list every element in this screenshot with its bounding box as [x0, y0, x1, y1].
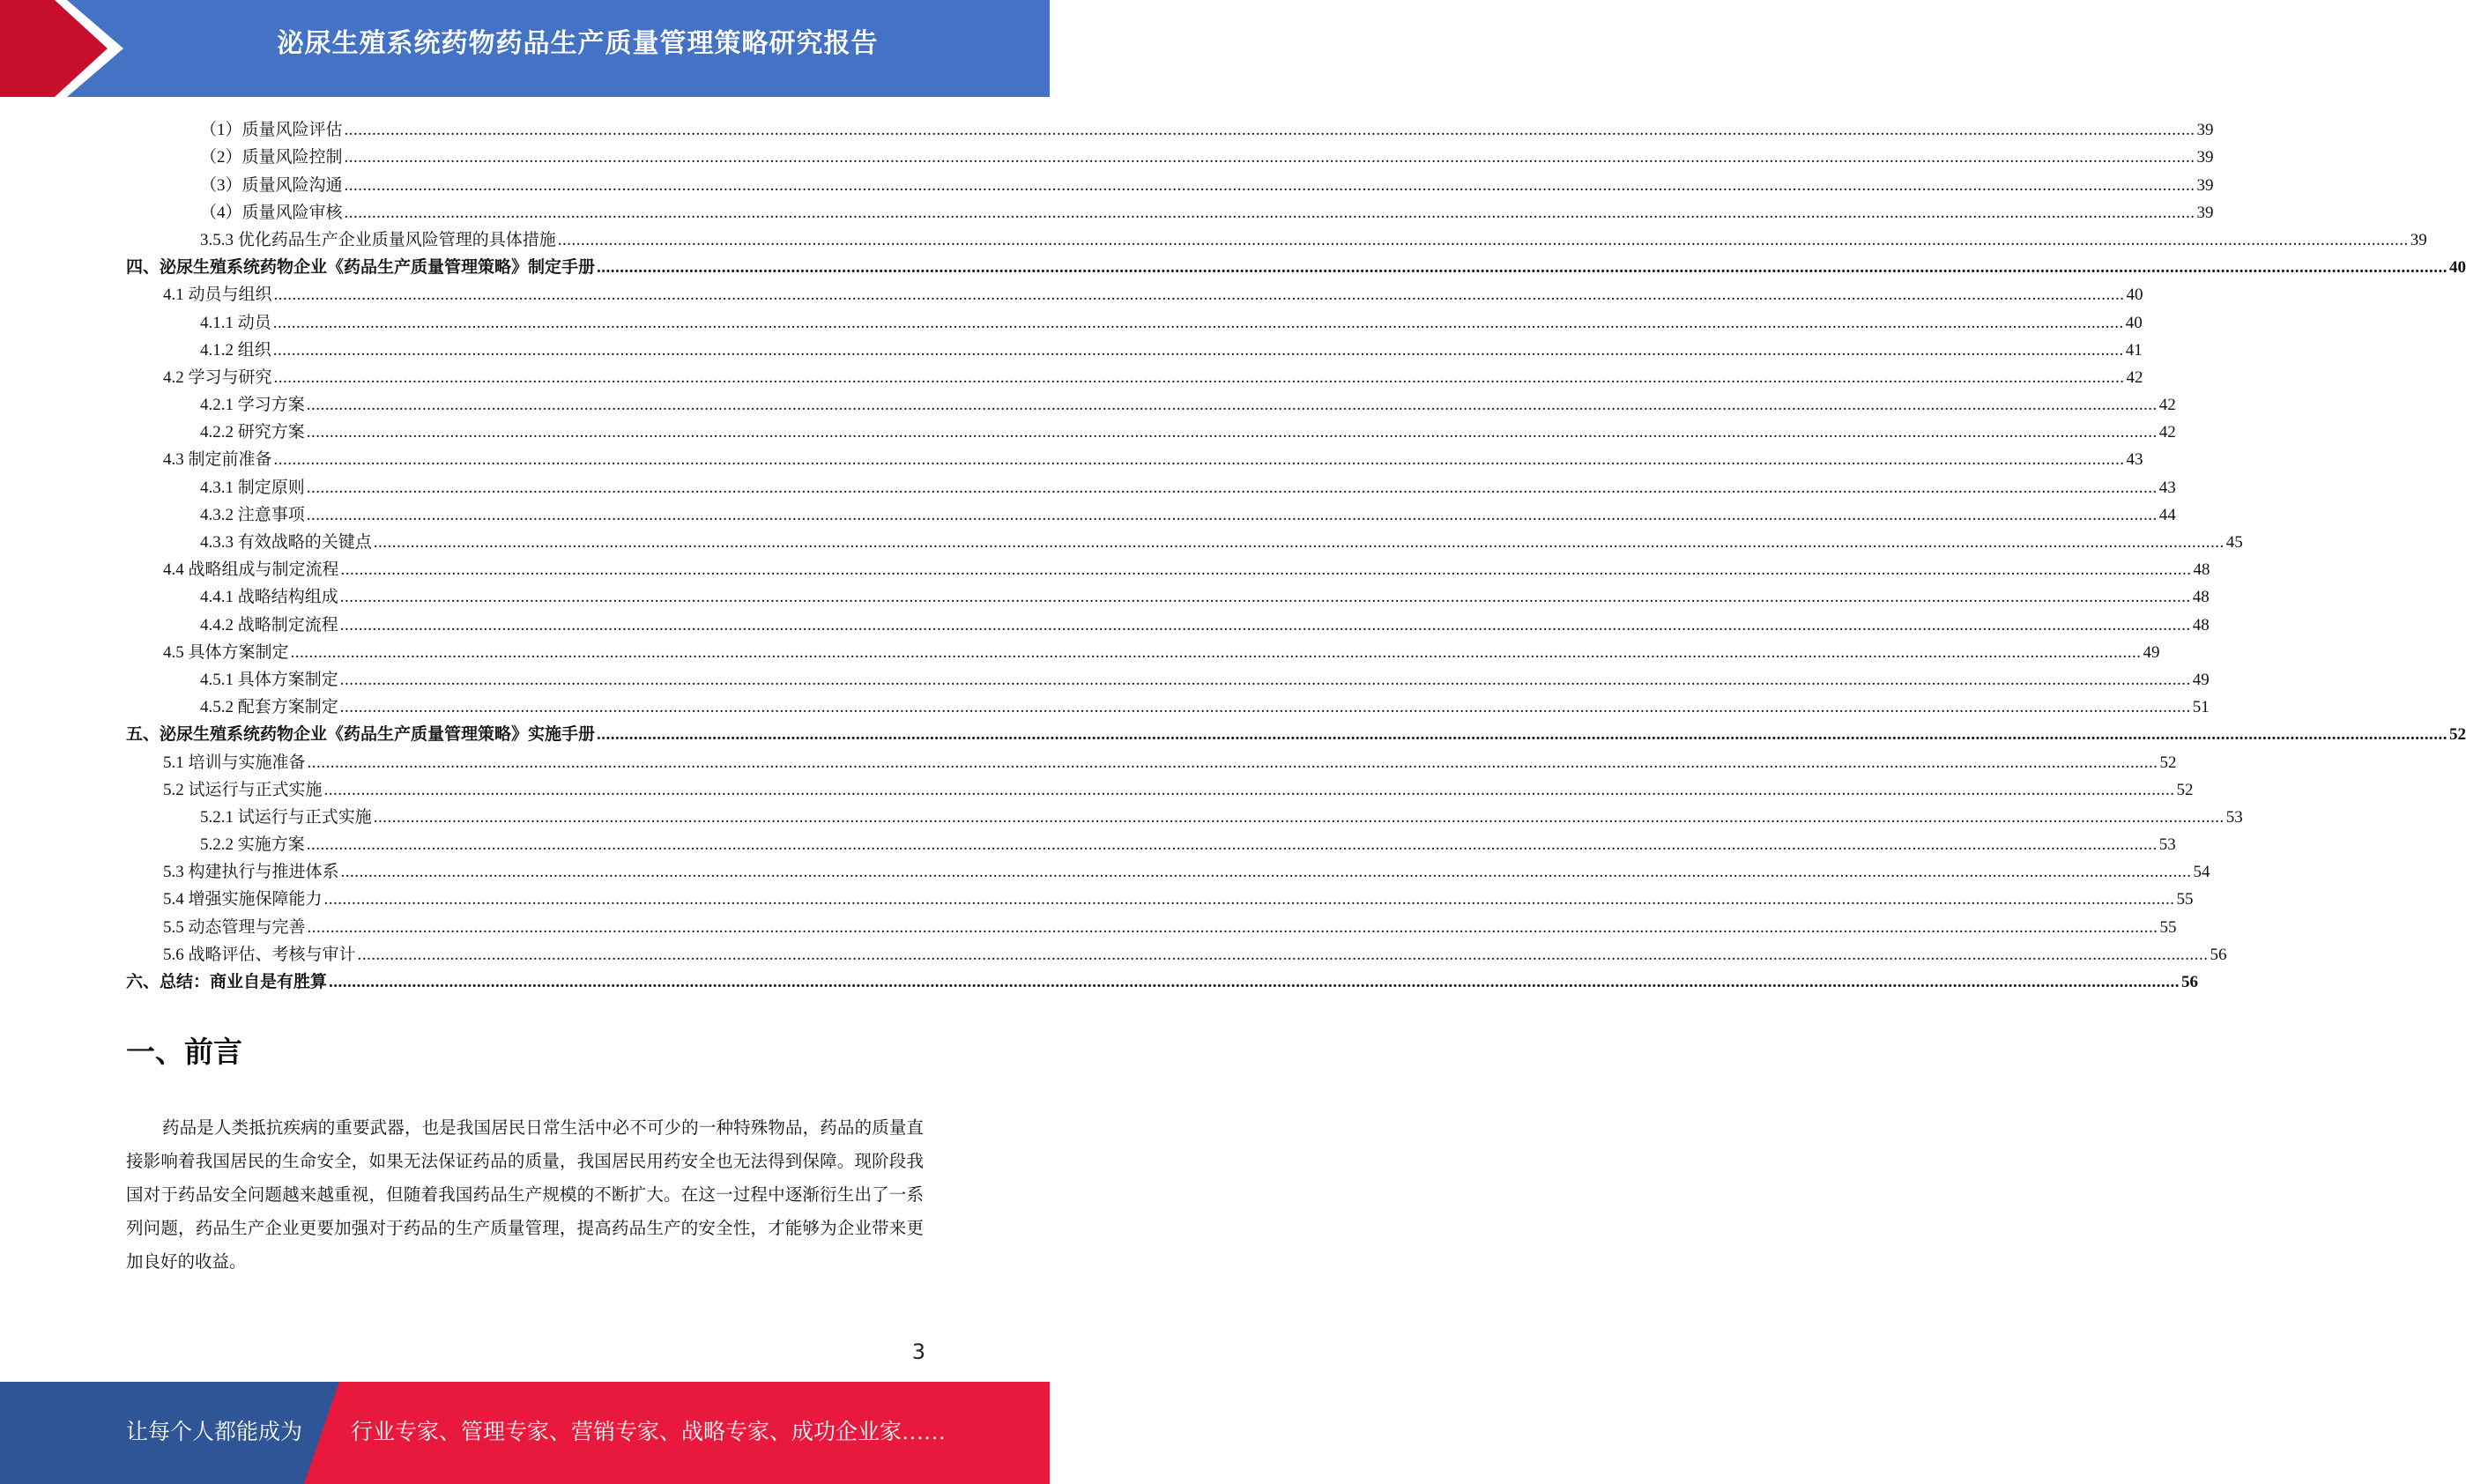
toc-leader-dots: ................................................................................................................................................................................................................................................................................................................................................................................................................: [306, 423, 2158, 442]
toc-entry-title: 4.4.1 战略结构组成: [200, 588, 338, 607]
toc-entry-title: （3）质量风险沟通: [200, 175, 343, 195]
toc-entry-title: 4.3.2 注意事项: [200, 505, 305, 524]
toc-entry-page: 42: [2126, 367, 2143, 387]
toc-leader-dots: ................................................................................................................................................................................................................................................................................................................................................................................................................: [273, 286, 2125, 305]
toc-entry-page: 55: [2176, 890, 2194, 909]
toc-leader-dots: ................................................................................................................................................................................................................................................................................................................................................................................................................: [307, 753, 2158, 772]
toc-entry-title: 5.3 构建执行与推进体系: [163, 863, 339, 882]
toc-leader-dots: ................................................................................................................................................................................................................................................................................................................................................................................................................: [323, 780, 2175, 799]
toc-entry-title: 4.1 动员与组织: [163, 286, 272, 305]
toc-entry-page: 42: [2158, 396, 2176, 415]
toc-leader-dots: ................................................................................................................................................................................................................................................................................................................................................................................................................: [373, 807, 2225, 827]
toc-leader-dots: ................................................................................................................................................................................................................................................................................................................................................................................................................: [272, 340, 2124, 360]
toc-entry-title: 4.3.1 制定原则: [200, 478, 305, 497]
toc-entry[interactable]: [126, 196, 2214, 223]
toc-entry[interactable]: [126, 415, 2176, 442]
toc-entry-page: 52: [2176, 780, 2194, 799]
toc-entry-page: 52: [2449, 725, 2466, 745]
footer-slogan-left: 让每个人都能成为: [126, 1421, 303, 1444]
toc-leader-dots: ................................................................................................................................................................................................................................................................................................................................................................................................................: [357, 945, 2209, 964]
toc-entry-page: 53: [2158, 835, 2176, 855]
toc-entry-page: 39: [2196, 148, 2214, 167]
toc-entry-page: 49: [2192, 670, 2210, 689]
toc-leader-dots: ................................................................................................................................................................................................................................................................................................................................................................................................................: [340, 863, 2192, 882]
toc-entry-page: 53: [2225, 807, 2243, 827]
toc-leader-dots: ................................................................................................................................................................................................................................................................................................................................................................................................................: [344, 203, 2195, 222]
toc-entry-page: 52: [2159, 753, 2177, 772]
toc-entry-title: 5.2 试运行与正式实施: [163, 780, 323, 799]
toc-entry-page: 49: [2143, 642, 2160, 662]
toc-entry[interactable]: [126, 909, 2177, 937]
toc-leader-dots: ................................................................................................................................................................................................................................................................................................................................................................................................................: [340, 560, 2192, 580]
toc-entry[interactable]: [126, 580, 2210, 607]
toc-entry[interactable]: [126, 498, 2176, 525]
toc-leader-dots: ................................................................................................................................................................................................................................................................................................................................................................................................................: [344, 175, 2195, 195]
toc-entry-page: 44: [2158, 505, 2176, 524]
toc-entry-title: 3.5.3 优化药品生产企业质量风险管理的具体措施: [200, 230, 556, 249]
toc-entry-title: 4.1.2 组织: [200, 340, 271, 360]
toc-entry-title: 4.4 战略组成与制定流程: [163, 560, 339, 580]
toc-leader-dots: ................................................................................................................................................................................................................................................................................................................................................................................................................: [306, 396, 2158, 415]
toc-leader-dots: ................................................................................................................................................................................................................................................................................................................................................................................................................: [339, 588, 2191, 607]
toc-entry-title: 5.2.1 试运行与正式实施: [200, 807, 372, 827]
toc-entry-title: 五、泌尿生殖系统药物企业《药品生产质量管理策略》实施手册: [126, 725, 596, 745]
toc-entry[interactable]: [126, 223, 2427, 250]
toc-entry-page: 43: [2126, 450, 2143, 470]
toc-entry[interactable]: [126, 140, 2214, 167]
toc-entry-title: 4.2.1 学习方案: [200, 396, 305, 415]
toc-entry-page: 48: [2192, 615, 2210, 634]
toc-entry[interactable]: [126, 717, 2466, 745]
toc-entry[interactable]: [126, 525, 2243, 553]
toc-entry-title: 5.6 战略评估、考核与审计: [163, 945, 356, 964]
section-body-paragraph: 药品是人类抵抗疾病的重要武器，也是我国居民日常生活中必不可少的一种特殊物品，药品的质量直接影响着我国居民的生命安全，如果无法保证药品的质量，我国居民用药安全也无法得到保障。现阶段我国对于药品安全问题越来越重视，但随着我国药品生产规模的不断扩大。在这一过程中逐渐衍生出了一系列问题，药品生产企业更要加强对于药品的生产质量管理，提高药品生产的安全性，才能够为企业带来更加良好的收益。: [126, 1119, 924, 1272]
toc-entry-page: 56: [2210, 945, 2227, 964]
toc-leader-dots: ................................................................................................................................................................................................................................................................................................................................................................................................................: [597, 725, 2448, 745]
toc-entry[interactable]: [126, 882, 2194, 909]
toc-entry-page: 40: [2126, 286, 2143, 305]
toc-entry[interactable]: [126, 333, 2143, 360]
toc-leader-dots: ................................................................................................................................................................................................................................................................................................................................................................................................................: [339, 615, 2191, 634]
toc-leader-dots: ................................................................................................................................................................................................................................................................................................................................................................................................................: [339, 698, 2191, 717]
toc-entry[interactable]: [126, 965, 2199, 992]
toc-leader-dots: ................................................................................................................................................................................................................................................................................................................................................................................................................: [373, 533, 2225, 552]
toc-entry-page: 45: [2225, 533, 2243, 552]
toc-leader-dots: ................................................................................................................................................................................................................................................................................................................................................................................................................: [344, 121, 2195, 140]
toc-leader-dots: ................................................................................................................................................................................................................................................................................................................................................................................................................: [272, 313, 2124, 332]
page-footer: [0, 1382, 1050, 1484]
toc-entry-page: 48: [2193, 560, 2210, 580]
toc-entry-title: 4.3.3 有效战略的关键点: [200, 533, 372, 552]
toc-entry-page: 41: [2125, 340, 2143, 360]
page-header: [0, 0, 1050, 97]
toc-entry[interactable]: [126, 442, 2143, 470]
toc-entry-page: 43: [2158, 478, 2176, 497]
toc-leader-dots: ................................................................................................................................................................................................................................................................................................................................................................................................................: [307, 917, 2158, 937]
toc-entry[interactable]: [126, 745, 2177, 772]
toc-entry[interactable]: [126, 113, 2214, 140]
toc-leader-dots: ................................................................................................................................................................................................................................................................................................................................................................................................................: [339, 670, 2191, 689]
toc-entry-title: 5.4 增强实施保障能力: [163, 890, 323, 909]
toc-entry-title: （4）质量风险审核: [200, 203, 343, 222]
toc-entry-title: 4.5 具体方案制定: [163, 642, 289, 662]
toc-entry-title: 六、总结：商业自是有胜算: [126, 973, 328, 991]
toc-entry[interactable]: [126, 250, 2466, 278]
toc-leader-dots: ................................................................................................................................................................................................................................................................................................................................................................................................................: [273, 450, 2125, 470]
toc-leader-dots: ................................................................................................................................................................................................................................................................................................................................................................................................................: [597, 258, 2448, 278]
toc-entry-page: 39: [2196, 175, 2214, 195]
toc-leader-dots: ................................................................................................................................................................................................................................................................................................................................................................................................................: [306, 835, 2158, 855]
document-title: 泌尿生殖系统药物药品生产质量管理策略研究报告: [277, 28, 879, 59]
toc-entry-title: 4.4.2 战略制定流程: [200, 615, 338, 634]
toc-entry-title: 5.2.2 实施方案: [200, 835, 305, 855]
toc-entry[interactable]: [126, 635, 2160, 663]
toc-entry-page: 40: [2449, 258, 2466, 278]
toc-leader-dots: ................................................................................................................................................................................................................................................................................................................................................................................................................: [323, 890, 2175, 909]
toc-entry-title: 4.5.2 配套方案制定: [200, 698, 338, 717]
toc-entry[interactable]: [126, 607, 2210, 634]
toc-entry-title: 4.3 制定前准备: [163, 450, 272, 470]
toc-entry[interactable]: [126, 278, 2143, 305]
toc-entry-title: 4.2.2 研究方案: [200, 423, 305, 442]
section-heading: 一、前言: [126, 1035, 242, 1069]
toc-entry-page: 54: [2193, 863, 2210, 882]
toc-entry-page: 51: [2192, 698, 2210, 717]
footer-slogan-right: 行业专家、管理专家、营销专家、战略专家、成功企业家……: [351, 1421, 947, 1444]
toc-entry-title: （2）质量风险控制: [200, 148, 343, 167]
toc-entry-page: 55: [2159, 917, 2177, 937]
toc-leader-dots: ................................................................................................................................................................................................................................................................................................................................................................................................................: [344, 148, 2195, 167]
toc-entry[interactable]: [126, 690, 2210, 717]
toc-entry-title: 四、泌尿生殖系统药物企业《药品生产质量管理策略》制定手册: [126, 258, 596, 278]
table-of-contents: [126, 113, 2466, 992]
toc-entry-title: 4.1.1 动员: [200, 313, 271, 332]
toc-entry-title: 4.5.1 具体方案制定: [200, 670, 338, 689]
toc-entry[interactable]: [126, 360, 2143, 388]
toc-entry[interactable]: [126, 827, 2176, 855]
toc-leader-dots: ................................................................................................................................................................................................................................................................................................................................................................................................................: [290, 642, 2142, 662]
toc-entry[interactable]: [126, 470, 2176, 497]
toc-entry-page: 39: [2410, 230, 2427, 249]
toc-entry[interactable]: [126, 938, 2227, 965]
page-number: 3: [911, 1339, 925, 1364]
toc-entry[interactable]: [126, 773, 2194, 800]
toc-entry-page: 56: [2181, 973, 2199, 991]
toc-entry[interactable]: [126, 553, 2210, 580]
toc-entry-title: （1）质量风险评估: [200, 121, 343, 140]
toc-entry-page: 48: [2192, 588, 2210, 607]
toc-entry-page: 39: [2196, 121, 2214, 140]
toc-entry[interactable]: [126, 388, 2176, 415]
toc-entry[interactable]: [126, 663, 2210, 690]
toc-entry[interactable]: [126, 800, 2243, 827]
toc-leader-dots: ................................................................................................................................................................................................................................................................................................................................................................................................................: [306, 478, 2158, 497]
toc-entry[interactable]: [126, 305, 2143, 332]
toc-entry[interactable]: [126, 167, 2214, 195]
toc-leader-dots: ................................................................................................................................................................................................................................................................................................................................................................................................................: [329, 973, 2180, 991]
toc-entry[interactable]: [126, 855, 2210, 882]
toc-entry-title: 5.1 培训与实施准备: [163, 753, 306, 772]
toc-entry-title: 4.2 学习与研究: [163, 367, 272, 387]
toc-entry-page: 42: [2158, 423, 2176, 442]
toc-leader-dots: ................................................................................................................................................................................................................................................................................................................................................................................................................: [306, 505, 2158, 524]
toc-entry-page: 40: [2125, 313, 2143, 332]
toc-leader-dots: ................................................................................................................................................................................................................................................................................................................................................................................................................: [557, 230, 2409, 249]
toc-entry-page: 39: [2196, 203, 2214, 222]
toc-entry-title: 5.5 动态管理与完善: [163, 917, 306, 937]
toc-leader-dots: ................................................................................................................................................................................................................................................................................................................................................................................................................: [273, 367, 2125, 387]
